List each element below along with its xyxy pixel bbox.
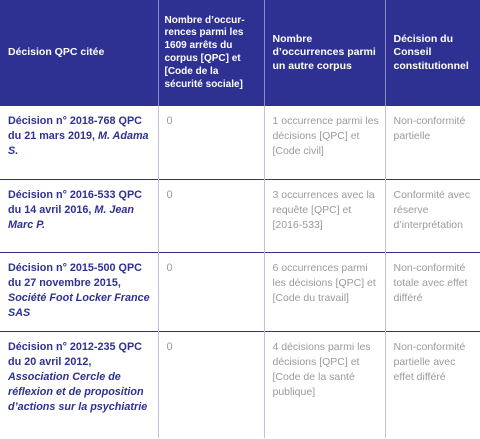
count-corpus-cell: 0	[158, 331, 264, 438]
count-corpus-cell: 0	[158, 179, 264, 252]
cc-decision-cell: Non-conformité partielle avec effet différé	[393, 340, 466, 383]
decision-party: M. Jean Marc P.	[8, 203, 134, 231]
decision-ref: Décision n° 2015-500 QPC du 27 novembre 2015,	[8, 261, 142, 289]
table-row	[0, 252, 480, 331]
decision-cell	[0, 179, 158, 252]
header-occurrences-other: Nombre d’occurrences parmi un autre corpus	[264, 0, 385, 106]
other-corpus-cell: 6 occurrences parmi les décisions [QPC] et [Code du travail]	[264, 252, 385, 331]
cc-decision-cell: Conformité avec réserve d’interprétation	[393, 188, 470, 231]
decision-ref: Décision n° 2018-768 QPC du 21 mars 2019,	[8, 115, 142, 142]
decision-party: Association Cercle de réflexion et de proposition d’actions sur la psychiatrie	[8, 370, 148, 413]
other-corpus-cell: 4 décisions parmi les décisions [QPC] et [Code de la santé publique]	[264, 331, 385, 438]
count-corpus-cell: 0	[158, 252, 264, 331]
decision-cell	[0, 106, 158, 179]
decision-ref: Décision n° 2012-235 QPC du 20 avril 2012,	[8, 340, 142, 368]
header-occurrences-corpus: Nombre d’occurrences parmi les 1609 arrêts du corpus [QPC] et [Code de la sécurité sociale]	[158, 0, 264, 106]
table-row	[0, 106, 480, 179]
table-row	[0, 179, 480, 252]
table-header-row	[0, 0, 480, 106]
cc-decision-cell: Non-conformité totale avec effet différé	[393, 261, 468, 304]
header-decision-qpc: Décision QPC citée	[0, 0, 158, 106]
other-corpus-cell: 1 occurrence parmi les décisions [QPC] et [Code civil]	[264, 106, 385, 179]
count-corpus-cell: 0	[158, 106, 264, 179]
decision-party: Société Foot Locker France SAS	[8, 291, 150, 319]
decision-cell	[0, 252, 158, 331]
decision-party: M. Adama S.	[8, 130, 149, 157]
decision-cell	[0, 331, 158, 438]
decision-ref: Décision n° 2016-533 QPC du 14 avril 2016,	[8, 188, 142, 216]
cc-decision-cell: Non-conformité partielle	[393, 115, 466, 142]
other-corpus-cell: 3 occurrences avec la requête [QPC] et [2016-533]	[264, 179, 385, 252]
table-row	[0, 331, 480, 438]
header-conseil-decision: Décision du Conseil constitutionnel	[393, 32, 469, 72]
